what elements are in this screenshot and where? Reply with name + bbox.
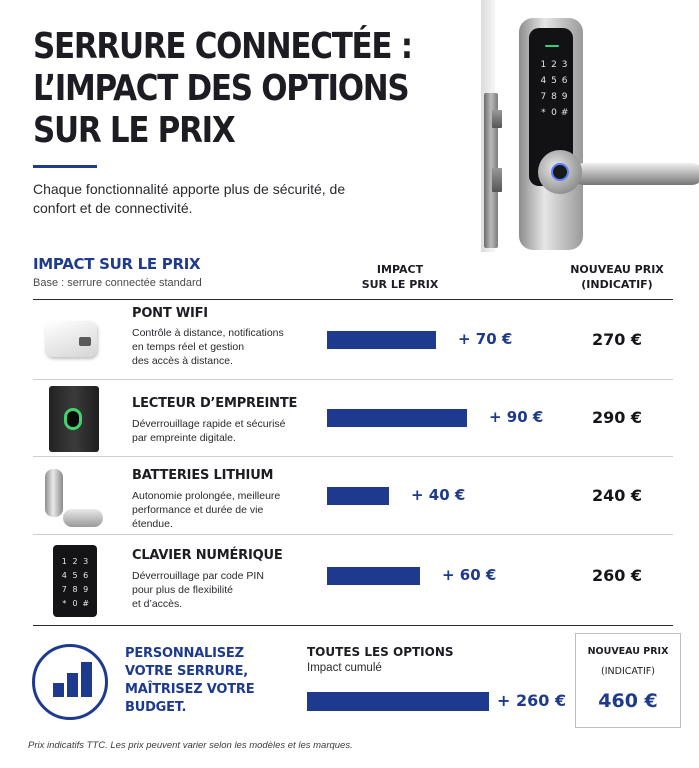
- impact-bar: [327, 487, 389, 505]
- promo-line: VOTRE SERRURE,: [125, 664, 249, 679]
- keypad-key: *: [541, 108, 546, 118]
- row-divider: [33, 534, 673, 535]
- keypad-key: 3: [83, 557, 89, 566]
- description-line: Déverrouillage rapide et sécurisé: [132, 418, 286, 430]
- keypad-key: 9: [83, 585, 89, 594]
- description-line: par empreinte digitale.: [132, 432, 236, 444]
- impact-value: + 60 €: [442, 566, 497, 584]
- option-name: LECTEUR D’EMPREINTE: [132, 396, 298, 411]
- new-price: 240 €: [591, 486, 643, 505]
- lever-handle: [573, 163, 699, 185]
- lock-keypad: [538, 60, 570, 118]
- battery-cell: [63, 509, 103, 527]
- column-header-line: SUR LE PRIX: [361, 278, 439, 291]
- description-line: Autonomie prolongée, meilleure: [132, 490, 281, 502]
- new-price: 290 €: [591, 408, 643, 427]
- total-impact-bar: [307, 692, 489, 711]
- section-title: IMPACT SUR LE PRIX: [33, 255, 201, 273]
- divider: [33, 299, 673, 300]
- promo-line: BUDGET.: [125, 700, 187, 715]
- badge-bar: [81, 662, 92, 697]
- footnote: Prix indicatifs TTC. Les prix peuvent varier selon les modèles et les marques.: [28, 740, 353, 751]
- keypad-key: 9: [561, 92, 568, 102]
- keypad-key: 0: [551, 108, 557, 118]
- keypad-key: 2: [72, 557, 78, 566]
- impact-value: + 90 €: [489, 408, 544, 426]
- keypad-key: 2: [551, 60, 557, 70]
- description-line: étendue.: [132, 518, 173, 530]
- fingerprint-ring-icon: [64, 408, 82, 430]
- keypad-key: 3: [561, 60, 568, 70]
- description-line: performance et durée de vie: [132, 504, 264, 516]
- option-description: [132, 489, 297, 531]
- table-row: [33, 301, 673, 379]
- base-label: Base : serrure connectée standard: [33, 277, 202, 289]
- impact-value: + 70 €: [458, 330, 513, 348]
- new-price: 260 €: [591, 566, 643, 585]
- total-price-header: [576, 645, 680, 679]
- all-options-title: TOUTES LES OPTIONS: [307, 645, 454, 659]
- column-header-price: [562, 262, 672, 292]
- description-line: Déverrouillage par code PIN: [132, 570, 264, 582]
- keypad-key: #: [560, 108, 569, 118]
- description-line: et d’accès.: [132, 598, 183, 610]
- budget-chart-icon: [32, 644, 108, 720]
- impact-bar: [327, 331, 436, 349]
- description-line: des accès à distance.: [132, 355, 233, 367]
- keypad-keys: [59, 557, 91, 608]
- option-name: BATTERIES LITHIUM: [132, 468, 274, 483]
- page-subtitle: Chaque fonctionnalité apporte plus de sécurité, de confort et de connectivité.: [33, 181, 346, 216]
- smart-lock-image: [481, 0, 699, 252]
- impact-value: + 40 €: [411, 486, 466, 504]
- description-line: pour plus de flexibilité: [132, 584, 233, 596]
- keypad-key: 7: [61, 585, 67, 594]
- ethernet-port-icon: [79, 337, 91, 346]
- promo-line: MAÎTRISEZ VOTRE: [125, 682, 255, 697]
- badge-bar: [53, 683, 64, 697]
- description-line: Contrôle à distance, notifications: [132, 327, 284, 339]
- keypad-key: 8: [551, 92, 557, 102]
- impact-bar: [327, 409, 467, 427]
- table-row: [33, 539, 673, 617]
- option-name: PONT WIFI: [132, 306, 208, 321]
- column-header-impact: [345, 262, 455, 292]
- row-divider: [33, 456, 673, 457]
- badge-bar: [67, 673, 78, 697]
- dead-bolt: [492, 168, 502, 192]
- column-header-line: (INDICATIF): [581, 278, 653, 291]
- fingerprint-reader-icon: [41, 386, 95, 452]
- keypad-key: 1: [61, 557, 67, 566]
- title-line: SUR LE PRIX: [33, 110, 235, 151]
- keypad-key: #: [82, 599, 90, 608]
- title-line: L’IMPACT DES OPTIONS: [33, 68, 409, 109]
- keypad-key: *: [62, 599, 67, 608]
- keypad-key: 5: [72, 571, 78, 580]
- keypad-key: 0: [72, 599, 78, 608]
- option-description: [132, 417, 297, 445]
- keypad-key: 6: [83, 571, 89, 580]
- option-name: CLAVIER NUMÉRIQUE: [132, 548, 283, 563]
- column-header-line: IMPACT: [376, 263, 424, 276]
- status-led-icon: [545, 45, 559, 47]
- total-price-box: [575, 633, 681, 728]
- keypad-key: 4: [61, 571, 67, 580]
- table-row: [33, 380, 673, 458]
- option-description: [132, 569, 297, 611]
- battery-cell: [45, 469, 63, 517]
- keypad-key: 4: [540, 76, 547, 86]
- total-price-header-line: NOUVEAU PRIX: [587, 646, 669, 657]
- total-price: 460 €: [598, 690, 658, 712]
- keypad-key: 5: [551, 76, 557, 86]
- title-underline: [33, 165, 97, 168]
- keypad-key: 6: [561, 76, 568, 86]
- option-description: [132, 326, 297, 368]
- column-header-line: NOUVEAU PRIX: [570, 263, 664, 276]
- keypad-key: 7: [540, 92, 547, 102]
- fingerprint-sensor-icon: [551, 163, 569, 181]
- keypad-key: 1: [540, 60, 547, 70]
- wifi-bridge-icon: [41, 307, 95, 373]
- total-impact-value: + 260 €: [497, 691, 567, 710]
- numeric-keypad-icon: [41, 545, 95, 611]
- all-options-subtitle: Impact cumulé: [307, 662, 382, 674]
- description-line: en temps réel et gestion: [132, 341, 245, 353]
- keypad-key: 8: [72, 585, 78, 594]
- latch-bolt: [492, 110, 502, 128]
- page-title: [33, 26, 412, 152]
- title-line: SERRURE CONNECTÉE :: [33, 26, 412, 67]
- promo-line: PERSONNALISEZ: [125, 646, 244, 661]
- table-row: [33, 459, 673, 537]
- new-price: 270 €: [591, 330, 643, 349]
- divider: [33, 625, 673, 626]
- total-price-header-line: (INDICATIF): [601, 666, 655, 677]
- impact-bar: [327, 567, 420, 585]
- promo-text: [125, 645, 254, 717]
- lithium-battery-icon: [41, 465, 95, 531]
